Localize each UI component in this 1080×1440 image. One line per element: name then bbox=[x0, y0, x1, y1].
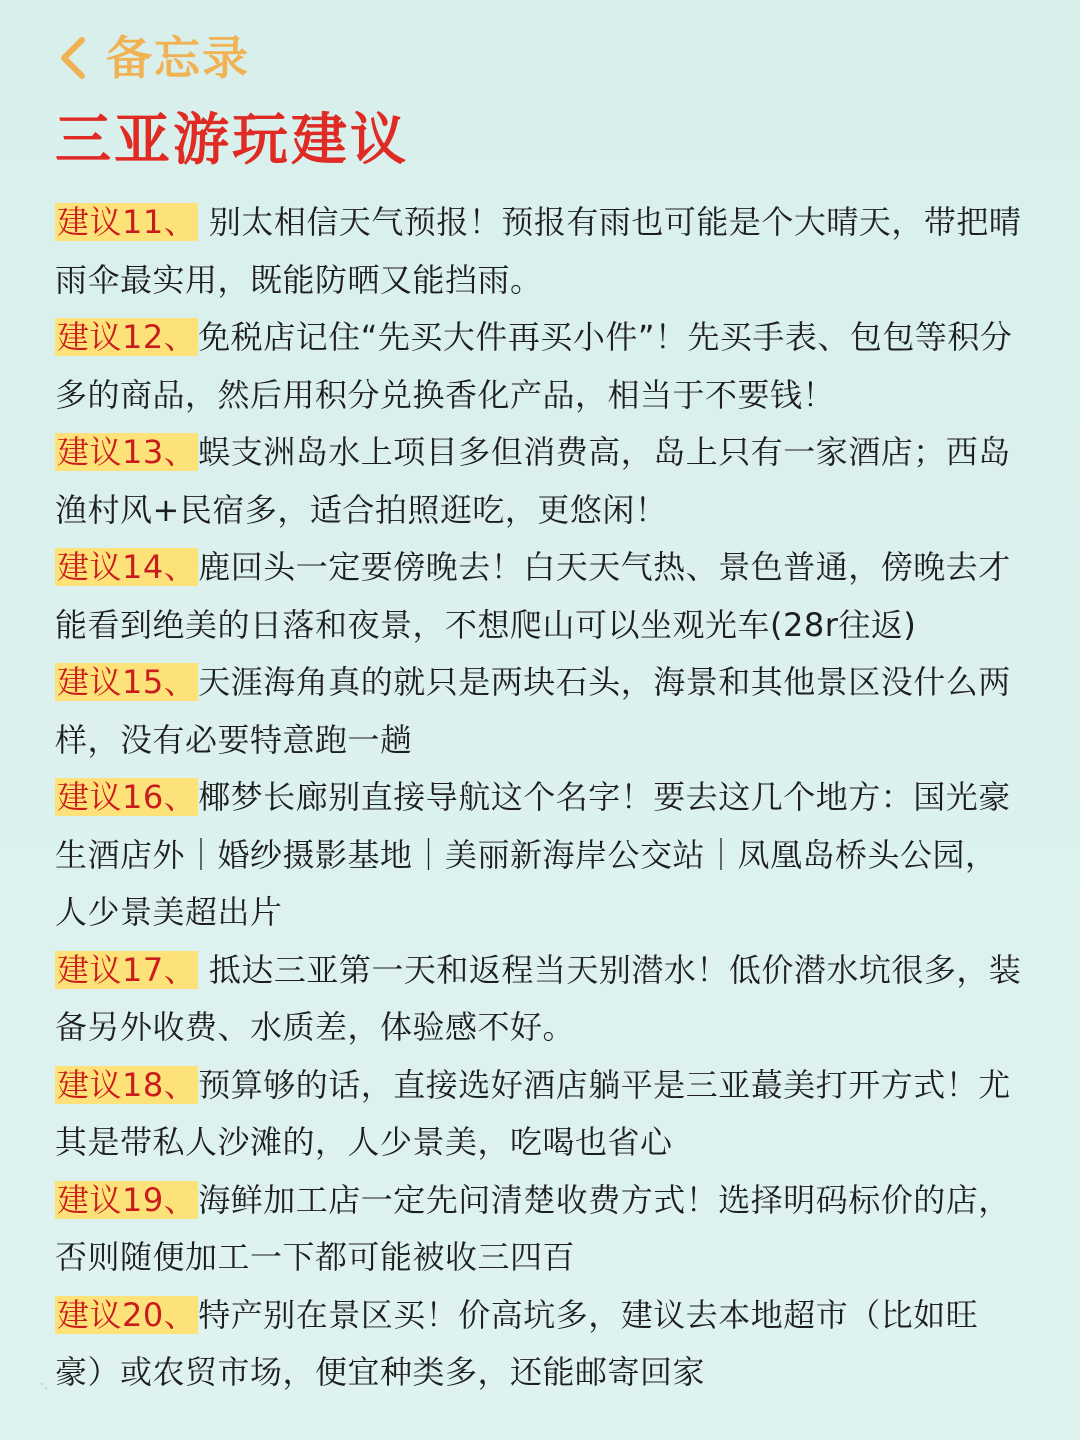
list-item bbox=[55, 1172, 1025, 1287]
item-text: 天涯海角真的就只是两块石头，海景和其他景区没什么两样，没有必要特意跑一趟 bbox=[55, 663, 1011, 759]
decorative-dots-icon bbox=[40, 1382, 48, 1390]
item-text: 鹿回头一定要傍晚去！白天天气热、景色普通，傍晚去才能看到绝美的日落和夜景，不想爬山可以坐观光车(28r往返) bbox=[55, 548, 1011, 644]
item-label: 建议17、 bbox=[57, 950, 197, 989]
item-label: 建议13、 bbox=[57, 433, 197, 471]
nav-title[interactable]: 备忘录 bbox=[106, 31, 250, 85]
item-label: 建议12、 bbox=[57, 318, 197, 356]
item-text: 免税店记住“先买大件再买小件”！先买手表、包包等积分多的商品，然后用积分兑换香化产品，相当于不要钱！ bbox=[55, 318, 1013, 414]
item-text: 海鲜加工店一定先问清楚收费方式！选择明码标价的店，否则随便加工一下都可能被收三四百 bbox=[55, 1180, 1011, 1276]
item-text: 预算够的话，直接选好酒店躺平是三亚蕞美打开方式！尤其是带私人沙滩的，人少景美，吃喝也省心 bbox=[55, 1065, 1011, 1161]
item-text: 蜈支洲岛水上项目多但消费高，岛上只有一家酒店；西岛渔村风+民宿多，适合拍照逛吃，更悠闲！ bbox=[55, 433, 1011, 529]
page-title: 三亚游玩建议 bbox=[55, 108, 409, 173]
item-label: 建议16、 bbox=[57, 778, 197, 816]
list-item bbox=[55, 654, 1025, 769]
list-item bbox=[55, 769, 1025, 942]
item-label: 建议20、 bbox=[57, 1295, 197, 1334]
item-label: 建议18、 bbox=[57, 1065, 197, 1104]
list-item bbox=[55, 1287, 1025, 1402]
list-item bbox=[55, 1057, 1025, 1172]
item-text: 别太相信天气预报！预报有雨也可能是个大晴天，带把晴雨伞最实用，既能防晒又能挡雨。 bbox=[55, 203, 1022, 299]
list-item bbox=[55, 424, 1025, 539]
list-item bbox=[55, 539, 1025, 654]
item-text: 椰梦长廊别直接导航这个名字！要去这几个地方：国光豪生酒店外｜婚纱摄影基地｜美丽新海岸公交站｜凤凰岛桥头公园，人少景美超出片 bbox=[55, 778, 1011, 931]
suggestion-list bbox=[55, 194, 1025, 1402]
list-item bbox=[55, 942, 1025, 1057]
item-label: 建议11、 bbox=[57, 203, 197, 241]
list-item bbox=[55, 194, 1025, 309]
item-label: 建议15、 bbox=[57, 663, 197, 701]
item-text: 抵达三亚第一天和返程当天别潜水！低价潜水坑很多，装备另外收费、水质差，体验感不好。 bbox=[55, 950, 1022, 1046]
nav-bar bbox=[50, 28, 250, 88]
chevron-left-icon[interactable] bbox=[50, 28, 96, 88]
item-label: 建议19、 bbox=[57, 1180, 197, 1219]
list-item bbox=[55, 309, 1025, 424]
item-text: 特产别在景区买！价高坑多，建议去本地超市（比如旺豪）或农贸市场，便宜种类多，还能邮寄回家 bbox=[55, 1295, 979, 1391]
item-label: 建议14、 bbox=[57, 548, 197, 586]
